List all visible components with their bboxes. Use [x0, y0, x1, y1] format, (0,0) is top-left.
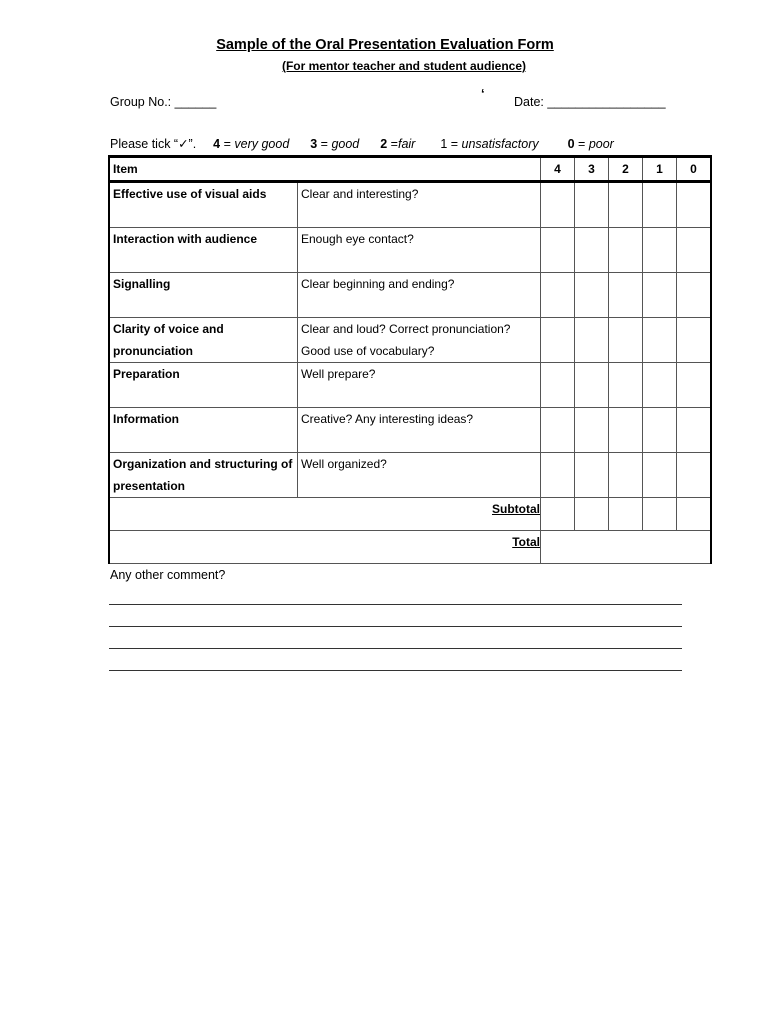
comment-line-2[interactable] [109, 626, 682, 627]
subtotal-cell-4[interactable] [541, 498, 575, 531]
subtotal-row [109, 498, 711, 531]
score-cell-4[interactable] [541, 182, 575, 228]
item-label: Information [109, 408, 298, 453]
score-cell-3[interactable] [575, 273, 609, 318]
total-label: Total [109, 531, 541, 564]
score-cell-2[interactable] [609, 363, 643, 408]
score-cell-2[interactable] [609, 228, 643, 273]
legend-desc-2: fair [397, 137, 416, 151]
score-cell-2[interactable] [609, 182, 643, 228]
item-label: Effective use of visual aids [109, 182, 298, 228]
score-cell-4[interactable] [541, 408, 575, 453]
group-number-field[interactable]: Group No.: ______ [110, 95, 217, 109]
item-question: Clear and loud? Correct pronunciation? Good use of vocabulary? [298, 318, 541, 363]
item-question: Well organized? [298, 453, 541, 498]
table-row [109, 318, 711, 363]
score-cell-4[interactable] [541, 363, 575, 408]
table-row [109, 408, 711, 453]
comment-label: Any other comment? [110, 568, 226, 582]
score-cell-1[interactable] [643, 228, 677, 273]
score-cell-3[interactable] [575, 318, 609, 363]
table-row [109, 228, 711, 273]
legend-num-3: 3 [310, 137, 318, 151]
table-row [109, 363, 711, 408]
score-cell-0[interactable] [677, 182, 712, 228]
header-score-2: 2 [609, 157, 643, 182]
legend-num-2: 2 [380, 137, 388, 151]
score-cell-1[interactable] [643, 182, 677, 228]
evaluation-table [108, 155, 712, 564]
comment-line-1[interactable] [109, 604, 682, 605]
legend-desc-4: very good [234, 137, 290, 151]
legend-num-1: 1 [440, 137, 448, 151]
legend-sep: = [574, 137, 589, 151]
item-question: Clear beginning and ending? [298, 273, 541, 318]
score-cell-3[interactable] [575, 453, 609, 498]
header-item: Item [109, 157, 541, 182]
comment-line-3[interactable] [109, 648, 682, 649]
score-cell-0[interactable] [677, 318, 712, 363]
subtotal-label: Subtotal [109, 498, 541, 531]
legend-intro: Please tick “✓”. [110, 137, 197, 151]
subtotal-cell-0[interactable] [677, 498, 712, 531]
item-question: Well prepare? [298, 363, 541, 408]
form-title: Sample of the Oral Presentation Evaluation Form [216, 37, 554, 53]
table-row [109, 453, 711, 498]
item-question: Enough eye contact? [298, 228, 541, 273]
score-cell-0[interactable] [677, 408, 712, 453]
form-subtitle: (For mentor teacher and student audience) [281, 59, 527, 73]
header-score-3: 3 [575, 157, 609, 182]
item-label: Clarity of voice and pronunciation [109, 318, 298, 363]
stray-quote-mark: ‘ [481, 86, 485, 101]
legend-desc-0: poor [588, 137, 614, 151]
rating-legend [110, 136, 614, 151]
item-label: Signalling [109, 273, 298, 318]
legend-num-0: 0 [567, 137, 575, 151]
score-cell-3[interactable] [575, 228, 609, 273]
item-question: Creative? Any interesting ideas? [298, 408, 541, 453]
legend-desc-3: good [331, 137, 360, 151]
table-row [109, 182, 711, 228]
score-cell-2[interactable] [609, 408, 643, 453]
item-label: Preparation [109, 363, 298, 408]
header-score-4: 4 [541, 157, 575, 182]
item-label: Interaction with audience [109, 228, 298, 273]
score-cell-1[interactable] [643, 273, 677, 318]
score-cell-4[interactable] [541, 273, 575, 318]
score-cell-2[interactable] [609, 318, 643, 363]
table-row [109, 273, 711, 318]
subtotal-cell-2[interactable] [609, 498, 643, 531]
table-header-row [109, 157, 711, 182]
legend-desc-1: unsatisfactory [461, 137, 539, 151]
score-cell-1[interactable] [643, 408, 677, 453]
score-cell-1[interactable] [643, 318, 677, 363]
legend-sep: = [387, 137, 398, 151]
date-field[interactable]: Date: _________________ [514, 95, 666, 109]
total-cell[interactable] [541, 531, 712, 564]
score-cell-0[interactable] [677, 363, 712, 408]
header-score-0: 0 [677, 157, 712, 182]
score-cell-4[interactable] [541, 453, 575, 498]
score-cell-2[interactable] [609, 273, 643, 318]
score-cell-0[interactable] [677, 273, 712, 318]
subtotal-cell-1[interactable] [643, 498, 677, 531]
score-cell-4[interactable] [541, 228, 575, 273]
score-cell-3[interactable] [575, 408, 609, 453]
score-cell-3[interactable] [575, 363, 609, 408]
comment-line-4[interactable] [109, 670, 682, 671]
header-score-1: 1 [643, 157, 677, 182]
legend-sep: = [220, 137, 235, 151]
subtotal-cell-3[interactable] [575, 498, 609, 531]
score-cell-2[interactable] [609, 453, 643, 498]
total-row [109, 531, 711, 564]
item-label: Organization and structuring of presentation [109, 453, 298, 498]
score-cell-3[interactable] [575, 182, 609, 228]
score-cell-1[interactable] [643, 453, 677, 498]
item-question: Clear and interesting? [298, 182, 541, 228]
score-cell-4[interactable] [541, 318, 575, 363]
score-cell-0[interactable] [677, 453, 712, 498]
legend-sep: = [317, 137, 332, 151]
score-cell-0[interactable] [677, 228, 712, 273]
score-cell-1[interactable] [643, 363, 677, 408]
legend-num-4: 4 [213, 137, 221, 151]
legend-sep: = [447, 137, 462, 151]
